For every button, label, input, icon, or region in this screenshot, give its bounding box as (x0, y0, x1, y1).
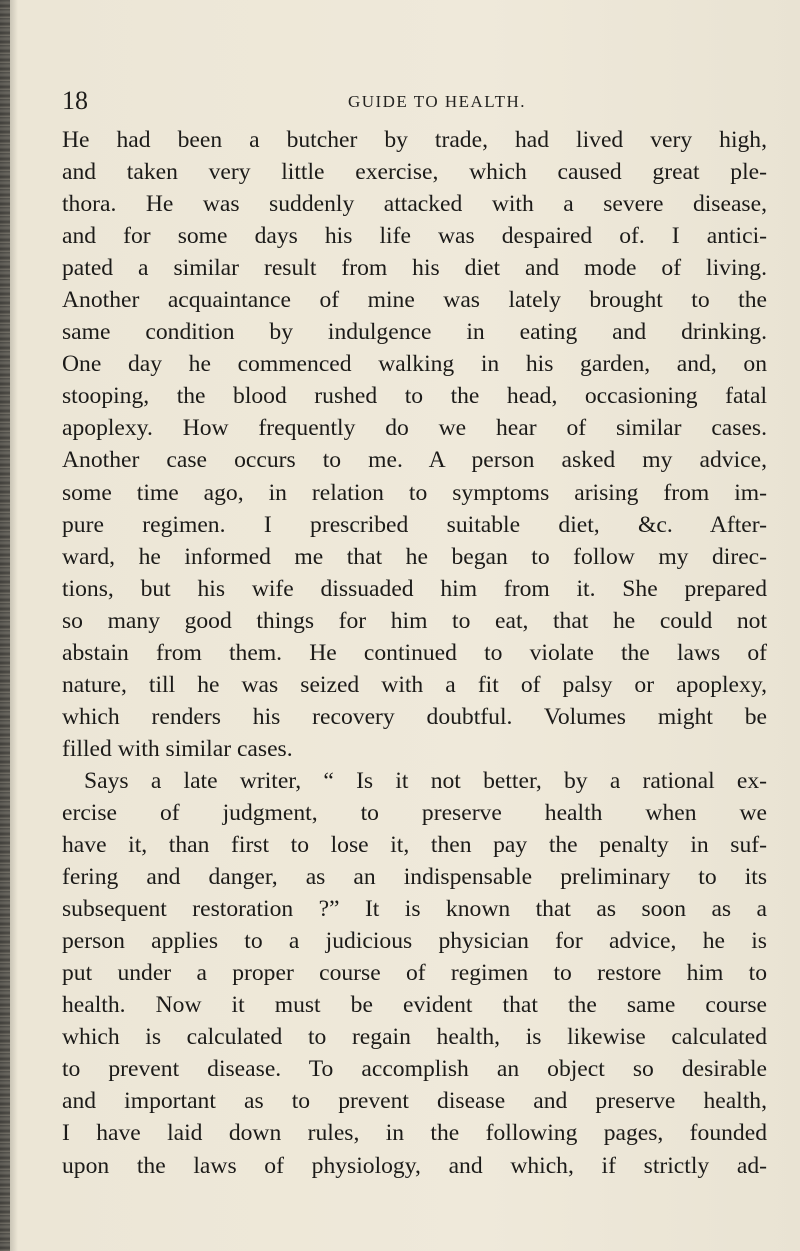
text-line: ward, he informed me that he began to follow my direc- (62, 543, 767, 570)
text-line: some time ago, in relation to symptoms arising from im- (62, 479, 767, 506)
text-line: health. Now it must be evident that the same course (62, 992, 767, 1019)
text-line: pated a similar result from his diet and mode of living. (62, 255, 767, 282)
text-line: Another acquaintance of mine was lately brought to the (62, 287, 767, 314)
text-line: One day he commenced walking in his garden, and, on (62, 351, 767, 378)
text-line: He had been a butcher by trade, had lived very high, (62, 127, 767, 153)
text-line: same condition by indulgence in eating and drinking. (62, 319, 767, 346)
text-line: I have laid down rules, in the following pages, founded (62, 1120, 767, 1147)
text-line: which is calculated to regain health, is likewise calculated (62, 1024, 767, 1051)
text-line: put under a proper course of regimen to restore him to (62, 960, 767, 987)
text-line: Says a late writer, “ Is it not better, by a rational ex- (84, 767, 767, 794)
book-spine-edge (0, 0, 10, 1251)
text-line: person applies to a judicious physician for advice, he is (62, 928, 767, 955)
text-line: tions, but his wife dissuaded him from it. She prepared (62, 575, 767, 602)
text-line: Another case occurs to me. A person asked my advice, (62, 447, 767, 474)
text-line: abstain from them. He continued to violate the laws of (62, 639, 767, 666)
text-line: stooping, the blood rushed to the head, occasioning fatal (62, 383, 767, 410)
text-line: subsequent restoration ?” It is known that as soon as a (62, 896, 767, 923)
text-line: pure regimen. I prescribed suitable diet, &c. After- (62, 511, 767, 538)
page-number: 18 (62, 86, 88, 115)
text-line: filled with similar cases. (62, 735, 293, 762)
text-line: which renders his recovery doubtful. Volumes might be (62, 703, 767, 730)
text-line: thora. He was suddenly attacked with a severe disease, (62, 191, 767, 218)
page-header (62, 86, 752, 116)
text-line: upon the laws of physiology, and which, if strictly ad- (62, 1152, 767, 1179)
text-line: have it, than first to lose it, then pay the penalty in suf- (62, 832, 767, 859)
text-line: apoplexy. How frequently do we hear of similar cases. (62, 415, 767, 442)
body-text (62, 124, 767, 1182)
text-line: and taken very little exercise, which caused great ple- (62, 159, 767, 186)
text-line: and important as to prevent disease and preserve health, (62, 1088, 767, 1115)
text-line: fering and danger, as an indispensable preliminary to its (62, 864, 767, 891)
text-line: nature, till he was seized with a fit of palsy or apoplexy, (62, 671, 767, 698)
text-line: ercise of judgment, to preserve health when we (62, 799, 767, 826)
text-line: and for some days his life was despaired of. I antici- (62, 223, 767, 250)
text-line: to prevent disease. To accomplish an object so desirable (62, 1056, 767, 1083)
running-head: GUIDE TO HEALTH. (347, 92, 527, 111)
text-line: so many good things for him to eat, that he could not (62, 607, 767, 634)
